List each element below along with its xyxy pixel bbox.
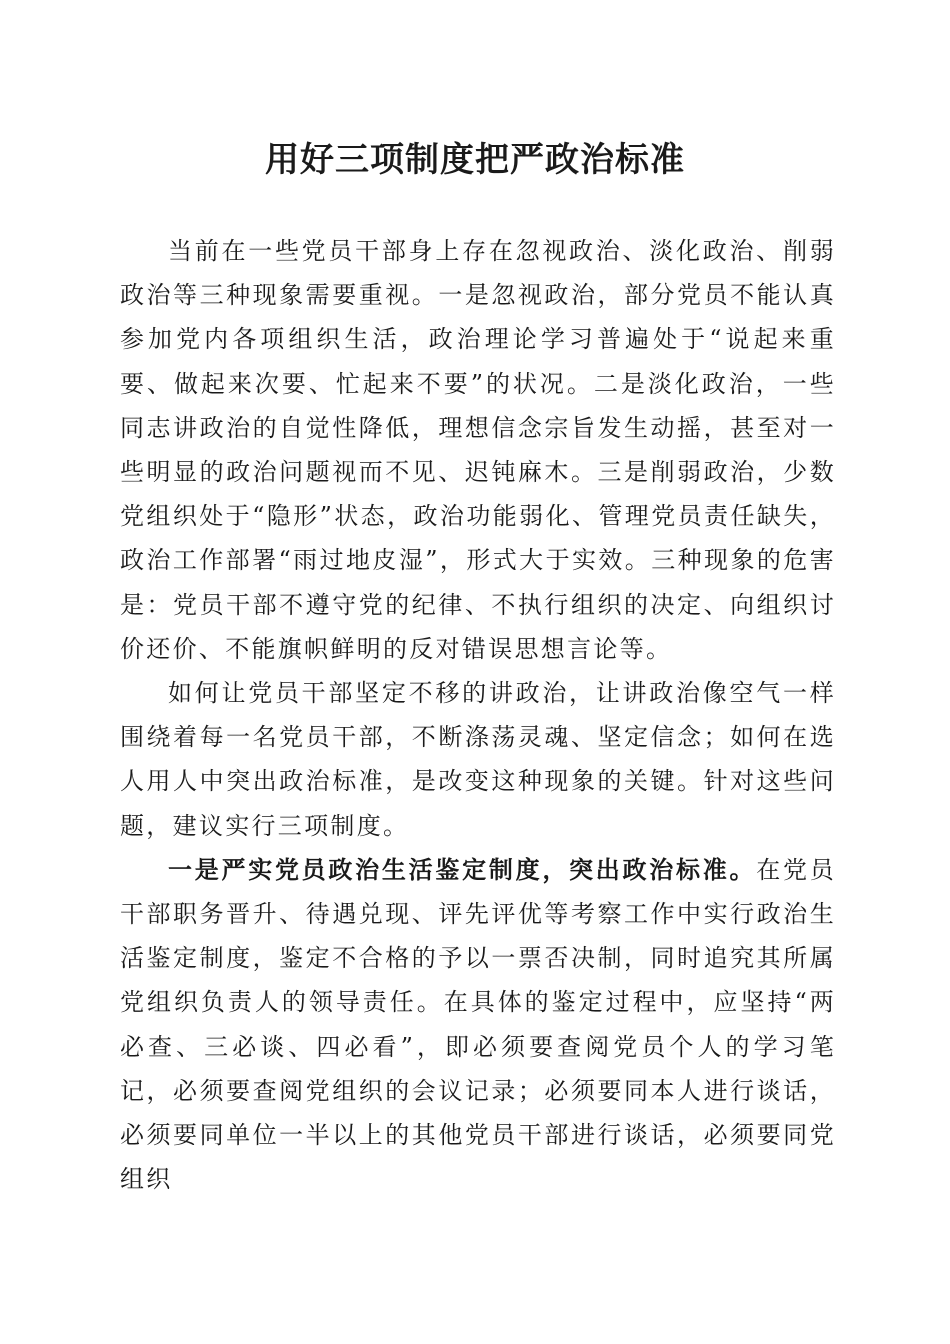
paragraph-3-lead: 一是严实党员政治生活鉴定制度，突出政治标准。	[168, 854, 757, 884]
paragraph-1-text: 当前在一些党员干部身上存在忽视政治、淡化政治、削弱政治等三种现象需要重视。一是忽视政治，部分党员不能认真参加党内各项组织生活，政治理论学习普遍处于“说起来重要、做起来次要、忙起来不要”的状况。二是淡化政治，一些同志讲政治的自觉性降低，理想信念宗旨发生动摇，甚至对一些明显的政治问题视而不见、迟钝麻木。三是削弱政治，少数党组织处于“隐形”状态，政治功能弱化、管理党员责任缺失，政治工作部署“雨过地皮湿”，形式大于实效。三种现象的危害是：党员干部不遵守党的纪律、不执行组织的决定、向组织讨价还价、不能旗帜鲜明的反对错误思想言论等。	[120, 237, 836, 663]
paragraph-3-text: 在党员干部职务晋升、待遇兑现、评先评优等考察工作中实行政治生活鉴定制度，鉴定不合格的予以一票否决制，同时追究其所属党组织负责人的领导责任。在具体的鉴定过程中，应坚持“两必查、三必谈、四必看”，即必须要查阅党员个人的学习笔记，必须要查阅党组织的会议记录；必须要同本人进行谈话，必须要同单位一半以上的其他党员干部进行谈话，必须要同党组织	[120, 855, 836, 1194]
paragraph-3	[120, 848, 836, 1202]
paragraph-1	[120, 229, 836, 671]
document-title: 用好三项制度把严政治标准	[265, 140, 685, 180]
paragraph-2	[120, 671, 836, 848]
paragraph-2-text: 如何让党员干部坚定不移的讲政治，让讲政治像空气一样围绕着每一名党员干部，不断涤荡灵魂、坚定信念；如何在选人用人中突出政治标准，是改变这种现象的关键。针对这些问题，建议实行三项制度。	[120, 679, 836, 840]
document-body	[120, 229, 836, 1201]
